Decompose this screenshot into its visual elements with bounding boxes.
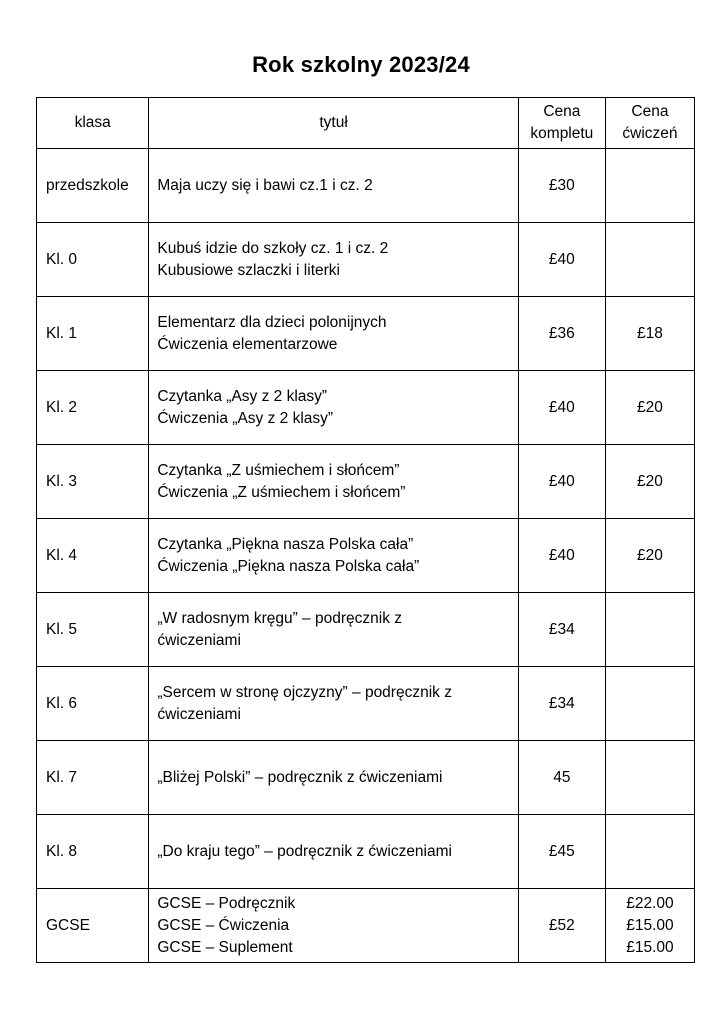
tytul-line: „Bliżej Polski” – podręcznik z ćwiczeniami <box>157 768 443 786</box>
cell-cena-kompletu: 45 <box>518 741 605 815</box>
cell-cena-cwiczen <box>605 149 694 223</box>
tytul-line: Maja uczy się i bawi cz.1 i cz. 2 <box>157 176 373 194</box>
cell-tytul <box>149 149 518 223</box>
cell-tytul <box>149 815 518 889</box>
cell-klasa: Kl. 5 <box>37 593 149 667</box>
cell-tytul <box>149 297 518 371</box>
price-table <box>36 97 695 963</box>
table-row <box>37 223 695 297</box>
tytul-line: GCSE – Suplement <box>157 938 293 956</box>
cell-klasa: Kl. 7 <box>37 741 149 815</box>
table-header-row <box>37 98 695 149</box>
tytul-line: Czytanka „Z uśmiechem i słońcem” <box>157 461 400 479</box>
table-row <box>37 667 695 741</box>
cell-cena-cwiczen <box>605 371 694 445</box>
cell-cena-kompletu: £52 <box>518 889 605 963</box>
cell-cena-cwiczen <box>605 667 694 741</box>
header-cena-cwiczen <box>605 98 694 149</box>
tytul-line: Elementarz dla dzieci polonijnych <box>157 313 387 331</box>
cell-tytul <box>149 889 518 963</box>
tytul-line: Czytanka „Asy z 2 klasy” <box>157 387 328 405</box>
tytul-line: „W radosnym kręgu” – podręcznik z <box>157 609 402 627</box>
cena-cwiczen-line: £15.00 <box>626 938 674 956</box>
header-tytul: tytuł <box>149 98 518 149</box>
tytul-line: Ćwiczenia elementarzowe <box>157 335 338 353</box>
tytul-line: ćwiczeniami <box>157 631 241 649</box>
cell-cena-cwiczen <box>605 815 694 889</box>
cell-cena-cwiczen <box>605 593 694 667</box>
cell-cena-cwiczen <box>605 223 694 297</box>
cell-tytul <box>149 667 518 741</box>
tytul-line: ćwiczeniami <box>157 705 241 723</box>
cell-cena-cwiczen <box>605 519 694 593</box>
page-title: Rok szkolny 2023/24 <box>252 52 470 77</box>
cell-klasa: przedszkole <box>37 149 149 223</box>
cena-cwiczen-line: £22.00 <box>626 894 674 912</box>
header-cena-kompletu-line2: kompletu <box>530 125 594 142</box>
cell-tytul <box>149 223 518 297</box>
cell-klasa: Kl. 1 <box>37 297 149 371</box>
cell-cena-kompletu: £30 <box>518 149 605 223</box>
tytul-line: „Sercem w stronę ojczyzny” – podręcznik z <box>157 683 452 701</box>
cell-cena-kompletu: £40 <box>518 445 605 519</box>
cell-cena-kompletu: £40 <box>518 371 605 445</box>
cell-tytul <box>149 445 518 519</box>
cell-tytul <box>149 741 518 815</box>
cell-klasa: Kl. 0 <box>37 223 149 297</box>
header-klasa: klasa <box>37 98 149 149</box>
header-cena-cwiczen-line2: ćwiczeń <box>622 125 678 142</box>
cell-klasa: GCSE <box>37 889 149 963</box>
table-row <box>37 593 695 667</box>
cena-cwiczen-line: £15.00 <box>626 916 674 934</box>
cell-klasa: Kl. 2 <box>37 371 149 445</box>
table-row <box>37 149 695 223</box>
tytul-line: GCSE – Ćwiczenia <box>157 916 290 934</box>
cena-cwiczen-line: £20 <box>637 472 663 490</box>
table-body <box>37 149 695 963</box>
table-row <box>37 815 695 889</box>
cell-cena-kompletu: £36 <box>518 297 605 371</box>
tytul-line: Ćwiczenia „Piękna nasza Polska cała” <box>157 557 420 575</box>
tytul-line: Ćwiczenia „Asy z 2 klasy” <box>157 409 334 427</box>
cell-cena-cwiczen <box>605 445 694 519</box>
table-row <box>37 371 695 445</box>
tytul-line: Kubuś idzie do szkoły cz. 1 i cz. 2 <box>157 239 389 257</box>
tytul-line: Czytanka „Piękna nasza Polska cała” <box>157 535 414 553</box>
cena-cwiczen-line: £20 <box>637 546 663 564</box>
cell-cena-kompletu: £40 <box>518 223 605 297</box>
cell-cena-cwiczen <box>605 297 694 371</box>
header-cena-kompletu <box>518 98 605 149</box>
tytul-line: GCSE – Podręcznik <box>157 894 296 912</box>
cell-tytul <box>149 519 518 593</box>
cell-cena-cwiczen <box>605 889 694 963</box>
table-row <box>37 297 695 371</box>
header-cena-cwiczen-line1: Cena <box>631 103 669 120</box>
cell-cena-cwiczen <box>605 741 694 815</box>
table-row <box>37 889 695 963</box>
header-cena-kompletu-line1: Cena <box>543 103 581 120</box>
tytul-line: „Do kraju tego” – podręcznik z ćwiczeniami <box>157 842 452 860</box>
tytul-line: Ćwiczenia „Z uśmiechem i słońcem” <box>157 483 406 501</box>
cell-klasa: Kl. 8 <box>37 815 149 889</box>
cena-cwiczen-line: £20 <box>637 398 663 416</box>
cell-cena-kompletu: £45 <box>518 815 605 889</box>
cell-klasa: Kl. 4 <box>37 519 149 593</box>
table-row <box>37 741 695 815</box>
cell-cena-kompletu: £34 <box>518 593 605 667</box>
cell-klasa: Kl. 6 <box>37 667 149 741</box>
tytul-line: Kubusiowe szlaczki i literki <box>157 261 340 279</box>
cell-cena-kompletu: £34 <box>518 667 605 741</box>
table-row <box>37 519 695 593</box>
cell-klasa: Kl. 3 <box>37 445 149 519</box>
cena-cwiczen-line: £18 <box>637 324 663 342</box>
cell-tytul <box>149 593 518 667</box>
table-row <box>37 445 695 519</box>
cell-tytul <box>149 371 518 445</box>
cell-cena-kompletu: £40 <box>518 519 605 593</box>
